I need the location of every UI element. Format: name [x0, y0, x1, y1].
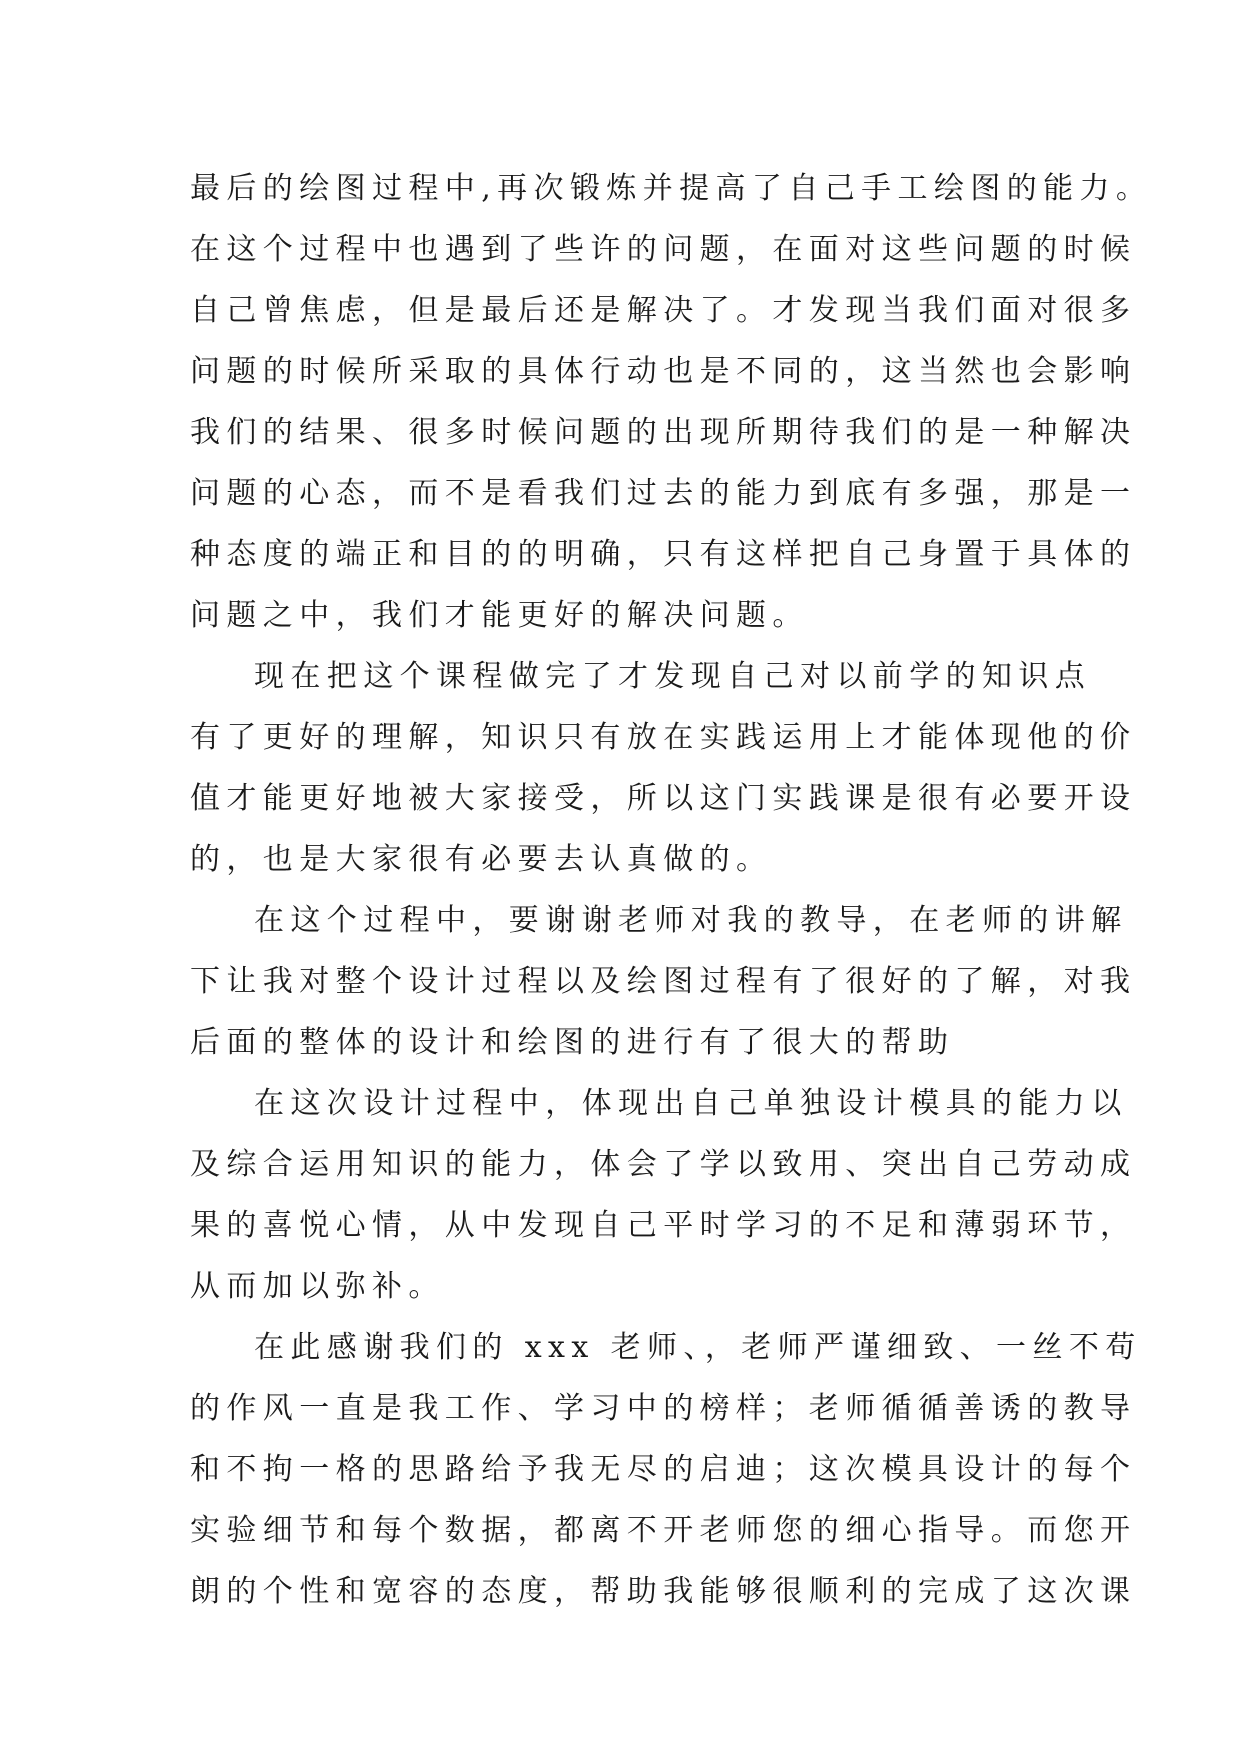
- paragraph-start-line: 在这次设计过程中，体现出自己单独设计模具的能力以: [254, 1086, 1128, 1121]
- text-line: 值才能更好地被大家接受，所以这门实践课是很有必要开设: [190, 781, 1137, 816]
- text-line: 问题的时候所采取的具体行动也是不同的，这当然也会影响: [190, 354, 1137, 389]
- text-line: 及综合运用知识的能力，体会了学以致用、突出自己劳动成: [190, 1147, 1137, 1182]
- text-line: 种态度的端正和目的的明确，只有这样把自己身置于具体的: [190, 537, 1137, 572]
- paragraph-start-line: 现在把这个课程做完了才发现自己对以前学的知识点: [254, 659, 1092, 694]
- text-line: 的作风一直是我工作、学习中的榜样；老师循循善诱的教导: [190, 1391, 1137, 1426]
- text-line: 问题之中，我们才能更好的解决问题。: [190, 598, 809, 633]
- text-line: 的，也是大家很有必要去认真做的。: [190, 842, 773, 877]
- paragraph-start-line: 在这个过程中，要谢谢老师对我的教导，在老师的讲解: [254, 903, 1128, 938]
- paragraph-start-line: 在此感谢我们的 xxx 老师、，老师严谨细致、一丝不苟: [254, 1330, 1142, 1365]
- text-line: 果的喜悦心情，从中发现自己平时学习的不足和薄弱环节，: [190, 1208, 1137, 1243]
- text-line: 后面的整体的设计和绘图的进行有了很大的帮助: [190, 1025, 955, 1060]
- text-line: 最后的绘图过程中,再次锻炼并提高了自己手工绘图的能力。: [190, 171, 1153, 206]
- text-line: 和不拘一格的思路给予我无尽的启迪；这次模具设计的每个: [190, 1452, 1137, 1487]
- text-line: 问题的心态，而不是看我们过去的能力到底有多强，那是一: [190, 476, 1137, 511]
- text-line: 下让我对整个设计过程以及绘图过程有了很好的了解，对我: [190, 964, 1137, 999]
- text-line: 实验细节和每个数据，都离不开老师您的细心指导。而您开: [190, 1513, 1137, 1548]
- text-line: 从而加以弥补。: [190, 1269, 445, 1304]
- text-line: 有了更好的理解，知识只有放在实践运用上才能体现他的价: [190, 720, 1137, 755]
- text-line: 我们的结果、很多时候问题的出现所期待我们的是一种解决: [190, 415, 1137, 450]
- body-text: [190, 158, 1153, 1622]
- text-line: 在这个过程中也遇到了些许的问题，在面对这些问题的时候: [190, 232, 1137, 267]
- text-line: 朗的个性和宽容的态度，帮助我能够很顺利的完成了这次课: [190, 1574, 1137, 1609]
- text-line: 自己曾焦虑，但是最后还是解决了。才发现当我们面对很多: [190, 293, 1137, 328]
